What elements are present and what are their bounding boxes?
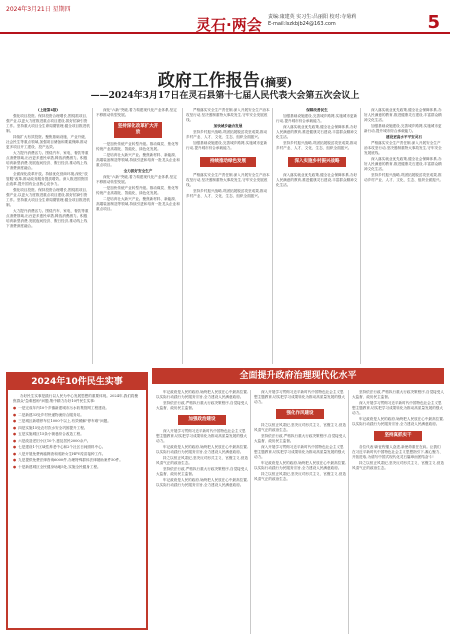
paragraph: 深入落实就业优先政策,健全社会保障体系,办好人民满意的教育,推进健康灵石建设,丰富群众精神文化生活。	[364, 157, 442, 171]
column-heading: 保障改善民生	[306, 108, 328, 112]
column-heading: (上接第4版)	[37, 108, 59, 112]
paragraph: 持之以恒正风肃纪,坚决反对形式主义、官僚主义,营造风清气正的政治生态。	[254, 472, 346, 481]
paragraph: 持之以恒正风肃纪,坚决反对形式主义、官僚主义,营造风清气正的政治生态。	[254, 423, 346, 432]
page-number: 5	[427, 12, 440, 33]
list-item: ● 二是新建33处乡村快递物流综合服务站。	[13, 413, 141, 418]
paragraph: 深入开展学习贯彻习近平新时代中国特色社会主义思想主题教育,切实把学习成果转化为推动高质量发展的强大动力。	[254, 445, 345, 459]
bottom-column-c	[352, 390, 444, 634]
paragraph: 牢记政府是人民的政府,始终把人民放在心中最高位置,以实际行动践行为民服务宗旨,全力建设人民满意政府。	[156, 478, 248, 487]
paragraph: 严格落实安全生产责任制,深入开展安全生产治本攻坚行动,坚决遏制重特大事故发生,守牢安全发展底线。	[186, 173, 270, 187]
editor-names: 责编:康建英 实习生:吕丽阳 校对:寺菊莉	[268, 14, 357, 20]
livelihood-list	[8, 406, 146, 470]
paragraph: 强化项目投资。保持投资合理增长,围绕抓项目、强产业,以更大力度推进重点项目建设,抓好招商引资工作。坚持重大项目全生命周期管理,健全项目推进机制。	[6, 114, 90, 133]
paragraph: 严格落实安全生产责任制,深入开展安全生产治本攻坚行动,坚决遏制重特大事故发生,守牢安全发展底线。	[364, 141, 442, 155]
paragraph: 一是加快传统产业转型升级。推动煤炭、焦化等传统产业高端化、智能化、绿色化发展。	[96, 186, 179, 195]
page-banner	[0, 12, 450, 34]
paragraph: 大力提升消费活力。围绕汽车、家电、餐饮等重点消费领域,出台更多惠民举措,释放消费潜力。积极培育新型消费,发展夜间经济、假日经济,推动线上线下消费深度融合。	[6, 209, 89, 228]
governance-banner: 全面提升政府治理现代化水平	[152, 368, 444, 384]
paragraph: 坚持乡村振兴战略,巩固拓展脱贫攻坚成果,推动乡村产业、人才、文化、生态、组织全面振兴。	[186, 130, 268, 139]
pull-quote: 坚持深化改革扩大开放	[114, 122, 162, 138]
paragraph: 一是加快传统产业转型升级。推动煤炭、焦化等传统产业高端化、智能化、绿色化发展。	[96, 142, 179, 151]
paragraph: 深入开展学习贯彻习近平新时代中国特色社会主义思想主题教育,切实把学习成果转化为推动高质量发展的强大动力。	[254, 390, 345, 404]
paragraph: 深化"六新"突破,着力构建现代化产业体系,坚定不移推动转型发展。	[96, 108, 177, 117]
column-heading: 加快城乡融合发展	[213, 124, 243, 128]
livelihood-projects-title: 2024年10件民生实事	[8, 374, 146, 390]
paragraph: 牢记政府是人民的政府,始终把人民放在心中最高位置,以实际行动践行为民服务宗旨,全力建设人民满意政府。	[156, 445, 248, 454]
paragraph: 坚持乡村振兴战略,巩固拓展脱贫攻坚成果,推动乡村产业、人才、文化、生态、组织全面振兴。	[364, 173, 444, 182]
column-divider	[250, 390, 251, 634]
column-divider	[360, 108, 361, 364]
column-heading: 全力抓好安全生产	[123, 169, 153, 173]
section-title: 灵石·两会	[196, 16, 262, 34]
paragraph: 深入开展学习贯彻习近平新时代中国特色社会主义思想主题教育,切实把学习成果转化为推动高质量发展的强大动力。	[352, 401, 443, 415]
paragraph: 坚持依法行政,严格执行重大行政决策程序,自觉接受人大监督、政协民主监督。	[352, 390, 444, 399]
paragraph: 加强基础设施建设,完善城乡路网,实施城市更新行动,提升城市综合承载能力。	[364, 124, 442, 133]
paragraph: 二是培育壮大新兴产业。聚焦新材料、新能源、高端装备制造等领域,持续引进和培育一批龙头企业和重点项目。	[96, 153, 180, 167]
editor-credits	[268, 14, 356, 28]
article-column-2	[96, 108, 180, 364]
paragraph: 加强基础设施建设,完善城乡路网,实施城市更新行动,提升城市综合承载能力。	[186, 141, 268, 150]
list-item: ● 六是改造老旧小区10个,惠及居民2000余户。	[13, 439, 141, 444]
paragraph: 各位代表!新征程催人奋进,新使命重任在肩。让我们在习近平新时代中国特色社会主义思想指引下,凝心聚力、开拓进取,为谱写中国式现代化灵石篇章而团结奋斗!	[352, 445, 443, 459]
paragraph: 深入落实就业优先政策,健全社会保障体系,办好人民满意的教育,推进健康灵石建设,丰富群众精神文化生活。	[276, 125, 358, 139]
section-heading-tag: 加强政治建设	[178, 415, 226, 425]
column-divider	[272, 108, 273, 364]
paragraph: 持续扩大有效投资。聚焦基础设施、产业升级、社会民生等重点领域,加强项目储备和要素保障,推动更多项目开工建设、投产达效。	[6, 135, 89, 149]
column-divider	[348, 390, 349, 634]
paragraph: 深入落实就业优先政策,健全社会保障体系,办好人民满意的教育,推进健康灵石建设,丰富群众精神文化生活。	[364, 108, 442, 122]
list-item: ● 八是开展免费两癌筛查和适龄女生HPV疫苗接种工作。	[13, 452, 141, 457]
paragraph: 坚持依法行政,严格执行重大行政决策程序,自觉接受人大监督、政协民主监督。	[254, 434, 346, 443]
paragraph: 全面深化改革开放。持续优化营商环境,深化"放管服"改革,推动政务服务提质增效。深入推进国资国企改革,提升国有企业核心竞争力。	[6, 172, 88, 186]
paragraph: 加强基础设施建设,完善城乡路网,实施城市更新行动,提升城市综合承载能力。	[276, 114, 358, 123]
livelihood-intro: 办好民生实事是践行以人民为中心发展思想的重要体现。2024年,我们将聚焦群众"急难愁盼"问题,集中精力办好10件民生实事:	[13, 394, 139, 403]
paragraph: 二是培育壮大新兴产业。聚焦新材料、新能源、高端装备制造等领域,持续引进和培育一批龙头企业和重点项目。	[96, 197, 180, 211]
list-item: ● 七是建设1个区域性养老中心和2个社区日间照料中心。	[13, 445, 141, 450]
paragraph: 深入开展学习贯彻习近平新时代中国特色社会主义思想主题教育,切实把学习成果转化为推动高质量发展的强大动力。	[156, 429, 247, 443]
list-item: ● 五是实施城区15条小街巷综合改造工程。	[13, 432, 141, 437]
paragraph: 牢记政府是人民的政府,始终把人民放在心中最高位置,以实际行动践行为民服务宗旨,全力建设人民满意政府。	[352, 417, 444, 426]
headline-main: 政府工作报告	[157, 71, 260, 91]
paragraph: 牢记政府是人民的政府,始终把人民放在心中最高位置,以实际行动践行为民服务宗旨,全力建设人民满意政府。	[156, 390, 248, 399]
section-heading-tag: 强化作风建设	[276, 409, 324, 419]
article-column-5	[364, 108, 444, 364]
issue-date: 2024年3月21日 星期四	[6, 6, 71, 13]
list-item: ● 四是实施15处农村饮水安全巩固提升工程。	[13, 426, 141, 431]
pull-quote: 深入实施乡村振兴战略	[288, 157, 346, 167]
article-column-1	[6, 108, 90, 364]
column-divider	[92, 108, 93, 364]
list-item: ● 一是完成年内10个乡镇新建城市污水收集管网工程建设。	[13, 406, 141, 411]
paragraph: 强化项目投资。保持投资合理增长,围绕抓项目、强产业,以更大力度推进重点项目建设,抓好招商引资工作。坚持重大项目全生命周期管理,健全项目推进机制。	[6, 188, 90, 207]
section-heading-tag: 坚持真抓实干	[374, 431, 422, 441]
paragraph: 坚持依法行政,严格执行重大行政决策程序,自觉接受人大监督、政协民主监督。	[156, 401, 248, 410]
livelihood-projects-box	[6, 372, 148, 630]
paragraph: 严格落实安全生产责任制,深入开展安全生产治本攻坚行动,坚决遏制重特大事故发生,守牢安全发展底线。	[186, 108, 270, 122]
paragraph: 深化"六新"突破,着力构建现代化产业体系,坚定不移推动转型发展。	[96, 175, 177, 184]
paragraph: 坚持乡村振兴战略,巩固拓展脱贫攻坚成果,推动乡村产业、人才、文化、生态、组织全面振兴。	[276, 141, 358, 150]
paragraph: 深入落实就业优先政策,健全社会保障体系,办好人民满意的教育,推进健康灵石建设,丰富群众精神文化生活。	[276, 173, 358, 187]
article-subhead: ——2024年3月17日在灵石县第十七届人民代表大会第五次会议上	[90, 91, 360, 101]
paragraph: 坚持依法行政,严格执行重大行政决策程序,自觉接受人大监督、政协民主监督。	[156, 467, 248, 476]
editor-email: E-mail:lszkbjb24@163.com	[268, 21, 336, 27]
bottom-column-a	[156, 390, 248, 634]
list-item: ● 九是提供免费法律咨询6000件,办理特殊群体法律援助案件50件。	[13, 458, 141, 463]
paragraph: 大力提升消费活力。围绕汽车、家电、餐饮等重点消费领域,出台更多惠民举措,释放消费潜力。积极培育新型消费,发展夜间经济、假日经济,推动线上线下消费深度融合。	[6, 151, 89, 170]
pull-quote: 持续推动绿色发展	[200, 157, 256, 167]
column-heading: 建设更高水平平安灵石	[386, 135, 422, 139]
paragraph: 持之以恒正风肃纪,坚决反对形式主义、官僚主义,营造风清气正的政治生态。	[156, 456, 248, 465]
paragraph: 牢记政府是人民的政府,始终把人民放在心中最高位置,以实际行动践行为民服务宗旨,全力建设人民满意政府。	[254, 461, 346, 470]
list-item: ● 三是城区新增停车位1000个以上,有效缓解"停车难"问题。	[13, 419, 141, 424]
article-column-3	[186, 108, 270, 364]
paragraph: 持之以恒正风肃纪,坚决反对形式主义、官僚主义,营造风清气正的政治生态。	[352, 461, 444, 470]
article-column-4	[276, 108, 358, 364]
bottom-column-b	[254, 390, 346, 634]
headline-suffix: (摘要)	[259, 76, 293, 89]
list-item: ● 十是新建城区全民健身场地5处,实施全民健身工程。	[13, 465, 141, 470]
paragraph: 坚持乡村振兴战略,巩固拓展脱贫攻坚成果,推动乡村产业、人才、文化、生态、组织全面振兴。	[186, 189, 268, 198]
column-divider	[182, 108, 183, 364]
